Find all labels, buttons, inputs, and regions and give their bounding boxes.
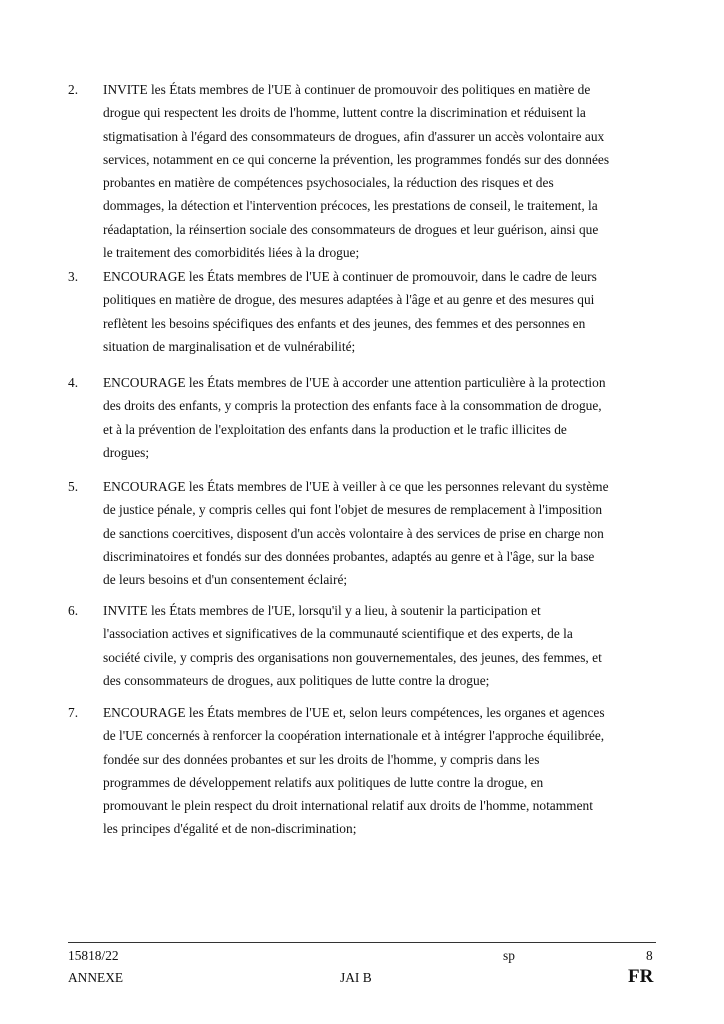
text-line: probantes en matière de compétences psychosociales, la réduction des risques et des — [103, 175, 554, 191]
author-initials: sp — [503, 948, 515, 963]
text-line: l'association actives et significatives de la communauté scientifique et des experts, de la — [103, 626, 573, 642]
text-line: de l'UE concernés à renforcer la coopération internationale et à intégrer l'approche équilibrée, — [103, 728, 605, 744]
item-text — [103, 599, 661, 692]
text-line: des consommateurs de drogues, aux politiques de lutte contre la drogue; — [103, 672, 490, 688]
text-line: de justice pénale, y compris celles qui font l'objet de mesures de remplacement à l'imposition — [103, 502, 603, 518]
text-line: stigmatisation à l'égard des consommateurs de drogues, afin d'assurer un accès volontaire aux — [103, 128, 605, 144]
item-text — [103, 701, 661, 841]
text-line: drogue qui respectent les droits de l'homme, luttent contre la discrimination et réduisent la — [103, 105, 586, 121]
text-line: dommages, la détection et l'intervention précoces, les prestations de conseil, le traitement, la — [103, 198, 598, 214]
text-line: INVITE les États membres de l'UE, lorsqu'il y a lieu, à soutenir la participation et — [103, 603, 541, 618]
item-number: 6. — [68, 603, 79, 618]
text-line: société civile, y compris des organisations non gouvernementales, des jeunes, des femmes, et — [103, 649, 602, 665]
text-line: programmes de développement relatifs aux politiques de lutte contre la drogue, en — [103, 774, 544, 790]
item-text — [103, 475, 661, 591]
text-line: politiques en matière de drogue, des mesures adaptées à l'âge et au genre et des mesures qui — [103, 292, 595, 308]
item-number: 2. — [68, 82, 79, 97]
text-line: reflètent les besoins spécifiques des enfants et des jeunes, des femmes et des personnes en — [103, 315, 586, 331]
text-line: réadaptation, la réinsertion sociale des consommateurs de drogues et leur guérison, ainsi que — [103, 221, 599, 237]
text-line: promouvant le plein respect du droit international relatif aux droits de l'homme, notamment — [103, 798, 593, 814]
document-number: 15818/22 — [68, 948, 119, 963]
text-line: INVITE les États membres de l'UE à continuer de promouvoir des politiques en matière de — [103, 82, 591, 97]
text-line: ENCOURAGE les États membres de l'UE et, selon leurs compétences, les organes et agences — [103, 705, 605, 720]
language-code: FR — [628, 966, 654, 987]
text-line: drogues; — [103, 444, 150, 460]
text-line: services, notamment en ce qui concerne la prévention, les programmes fondés sur des données — [103, 151, 610, 167]
text-line: ENCOURAGE les États membres de l'UE à accorder une attention particulière à la protection — [103, 375, 606, 390]
text-line: des droits des enfants, y compris la protection des enfants face à la consommation de drogue, — [103, 398, 602, 414]
item-number: 4. — [68, 375, 79, 390]
item-number: 7. — [68, 705, 79, 720]
text-line: ENCOURAGE les États membres de l'UE à veiller à ce que les personnes relevant du système — [103, 479, 609, 494]
footer-divider — [68, 942, 656, 943]
text-line: situation de marginalisation et de vulnérabilité; — [103, 338, 356, 354]
page-number: 8 — [646, 948, 653, 963]
text-line: et à la prévention de l'exploitation des enfants dans la production et le trafic illicites de — [103, 421, 567, 437]
text-line: le traitement des comorbidités liées à la drogue; — [103, 245, 360, 261]
item-text — [103, 265, 661, 358]
item-number: 3. — [68, 269, 79, 284]
text-line: de leurs besoins et d'un consentement éclairé; — [103, 572, 348, 588]
text-line: ENCOURAGE les États membres de l'UE à continuer de promouvoir, dans le cadre de leurs — [103, 269, 597, 284]
item-text — [103, 371, 661, 464]
department-code: JAI B — [340, 970, 372, 985]
text-line: de sanctions coercitives, disposent d'un accès volontaire à des services de prise en charge non — [103, 525, 604, 541]
text-line: fondée sur des données probantes et sur les droits de l'homme, y compris dans les — [103, 751, 540, 767]
text-line: les principes d'égalité et de non-discrimination; — [103, 821, 357, 837]
text-line: discriminatoires et fondés sur des données probantes, adaptés au genre et à l'âge, sur la base — [103, 548, 595, 564]
annex-label: ANNEXE — [68, 970, 124, 985]
item-number: 5. — [68, 479, 79, 494]
item-text — [103, 78, 661, 264]
